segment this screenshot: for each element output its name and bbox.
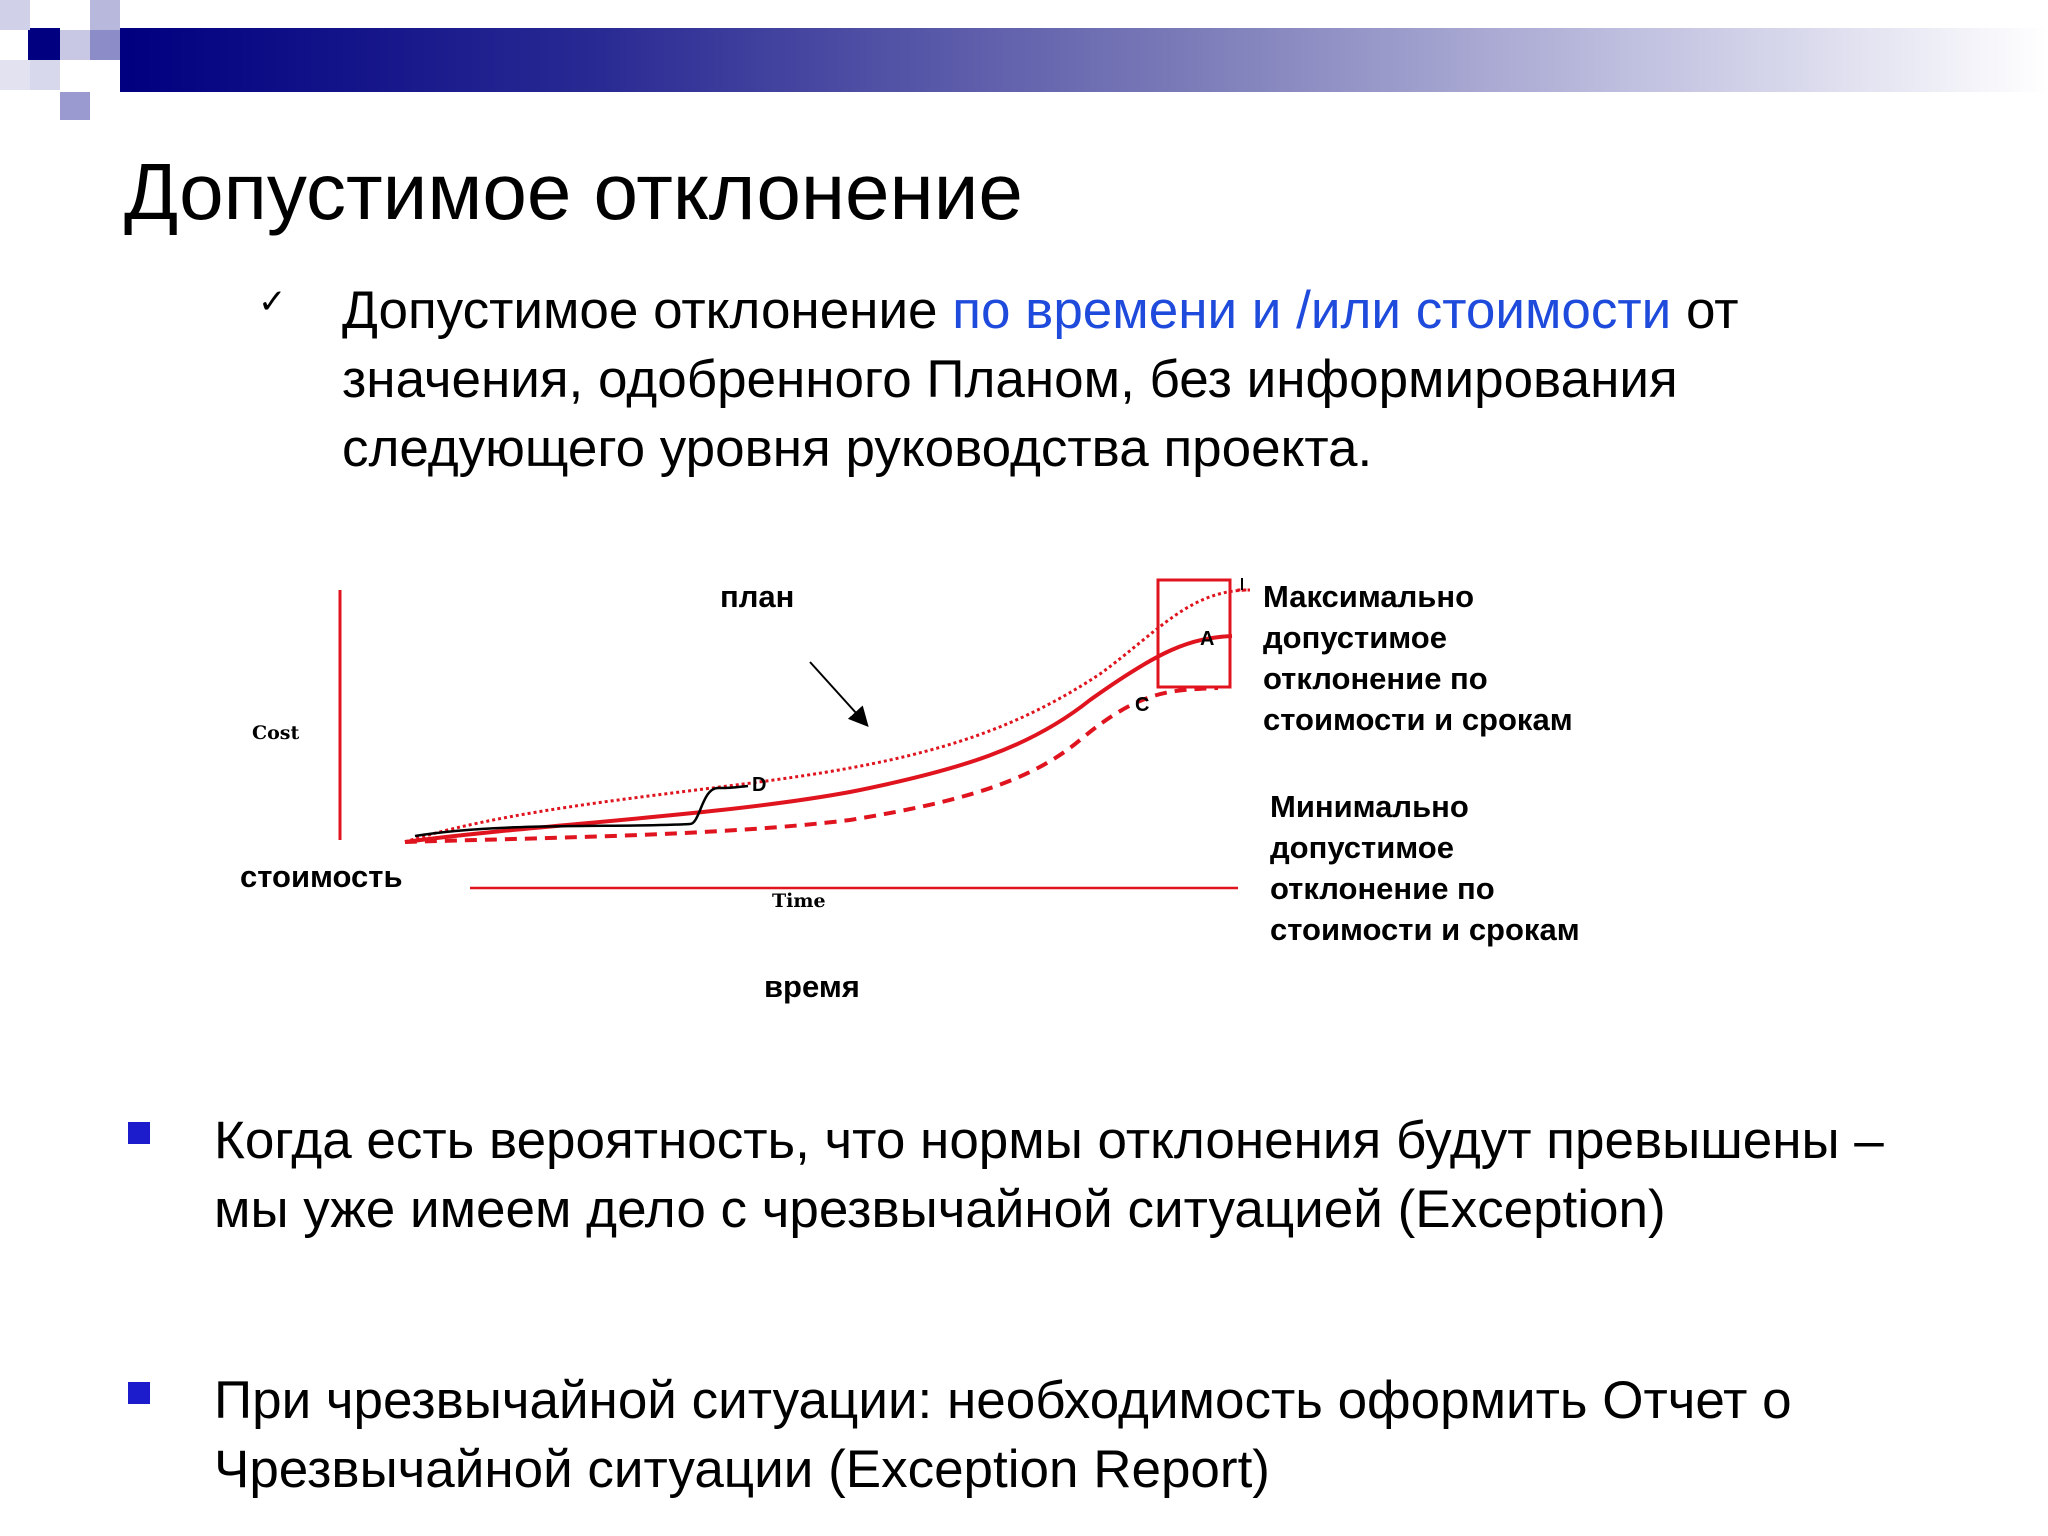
tolerance-box [1158, 580, 1230, 687]
cost-label-en: Cost [252, 722, 300, 744]
min-label-line: стоимости и срокам [1270, 912, 1580, 947]
min-label-line: Минимально [1270, 789, 1469, 824]
max-tolerance-label [1263, 576, 1573, 740]
max-label-line: стоимости и срокам [1263, 702, 1573, 737]
slide-title: Допустимое отклонение [124, 147, 1023, 236]
square-bullet-icon [128, 1382, 150, 1404]
time-label-ru: время [764, 969, 860, 1004]
max-tolerance-curve [405, 590, 1250, 842]
point-d-label: D [752, 774, 767, 796]
header-square-decoration [0, 60, 30, 90]
point-c-label: C [1135, 694, 1150, 716]
min-label-line: отклонение по [1270, 871, 1495, 906]
header-square-decoration [90, 0, 120, 30]
min-tolerance-label [1270, 786, 1580, 950]
cost-label-ru: стоимость [240, 859, 403, 894]
time-label-en: Time [772, 890, 826, 912]
plan-label: план [720, 579, 795, 614]
min-tolerance-curve [405, 688, 1218, 842]
max-label-line: Максимально [1263, 579, 1475, 614]
max-label-line: отклонение по [1263, 661, 1488, 696]
header-square-decoration [28, 28, 60, 60]
checkmark-icon: ✓ [258, 282, 287, 322]
min-label-line: допустимое [1270, 830, 1454, 865]
check-item-rest: от значения, одобренного Планом, без информирования следующего уровня руководства проекта. [342, 281, 1739, 478]
header-square-decoration [0, 0, 30, 30]
tolerance-diagram [200, 570, 1660, 1030]
check-item-highlight: по времени и /или стоимости [952, 281, 1672, 340]
max-label-line: допустимое [1263, 620, 1447, 655]
header-gradient-bar [120, 28, 2048, 92]
square-bullet-icon [128, 1122, 150, 1144]
bullet-text: Когда есть вероятность, что нормы отклонения будут превышены – мы уже имеем дело с чрезвычайной ситуацией (Exception) [214, 1111, 1884, 1239]
header-square-decoration [30, 60, 60, 90]
plan-arrow [810, 662, 866, 724]
check-item-text [342, 276, 1922, 483]
header-square-decoration [60, 30, 90, 60]
header-square-decoration [60, 92, 90, 120]
point-a-label: A [1200, 628, 1215, 650]
plan-curve [405, 636, 1232, 842]
check-item-lead: Допустимое отклонение [342, 281, 953, 340]
header-square-decoration [90, 30, 120, 60]
bullet-text: При чрезвычайной ситуации: необходимость оформить Отчет о Чрезвычайной ситуации (Exception Report) [214, 1371, 1792, 1499]
